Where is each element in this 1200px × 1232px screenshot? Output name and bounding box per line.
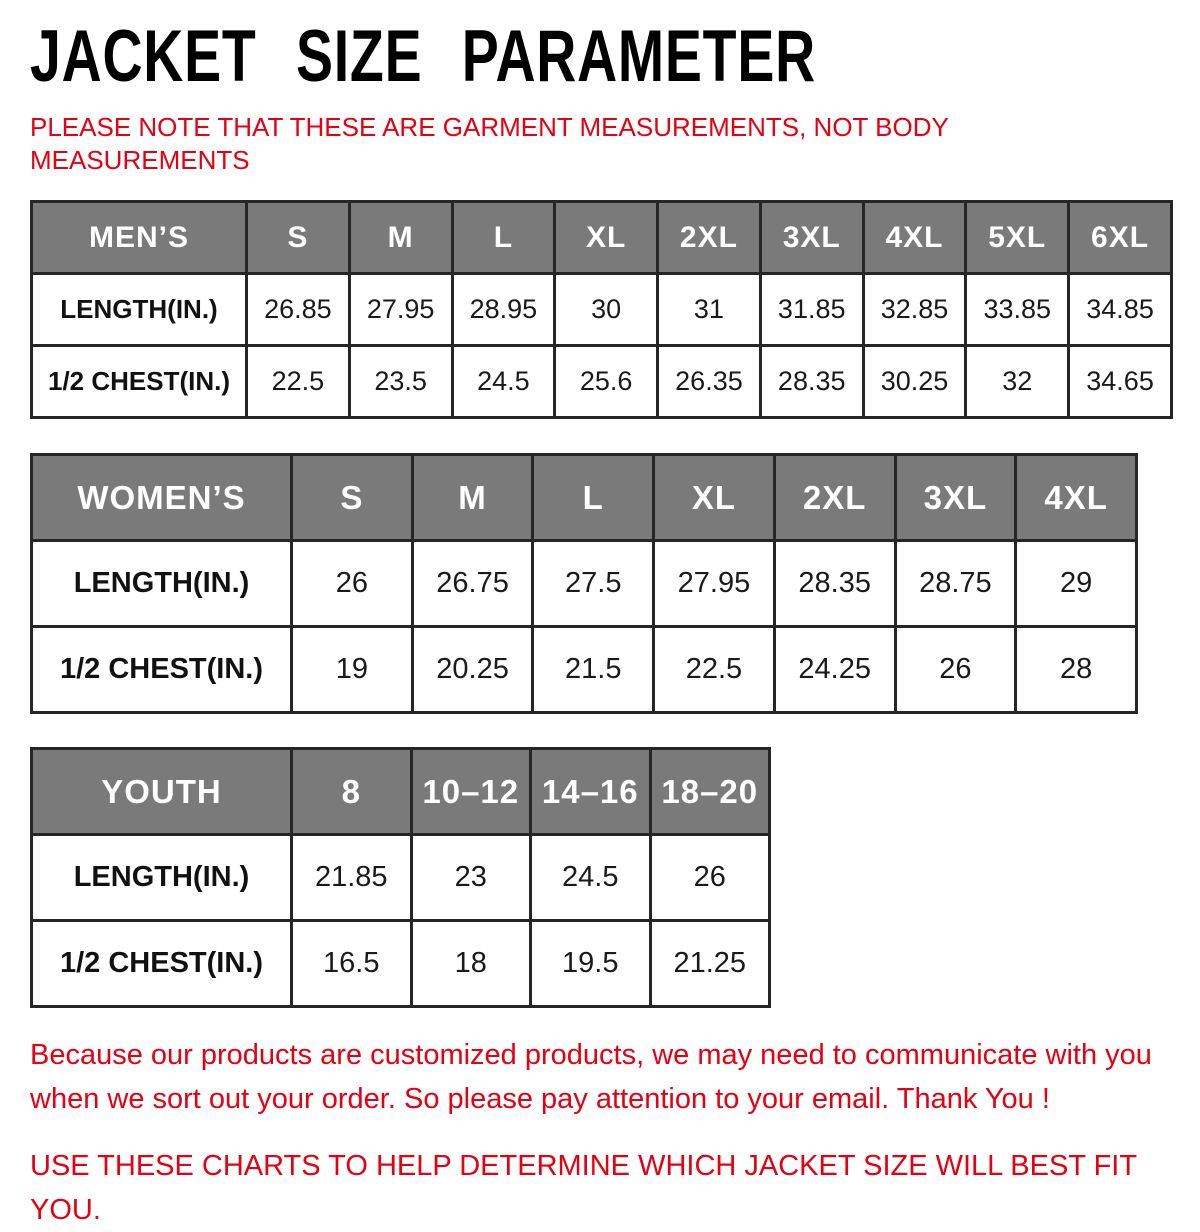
- measurement-value: 34.65: [1069, 346, 1172, 418]
- size-header: S: [292, 455, 413, 541]
- size-header: 6XL: [1069, 202, 1172, 274]
- size-header: L: [533, 455, 654, 541]
- measurement-row: [32, 541, 1137, 627]
- measurement-value: 26: [895, 627, 1016, 713]
- row-label: 1/2 CHEST(IN.): [32, 346, 247, 418]
- size-header: 14–16: [531, 749, 651, 835]
- size-header: 4XL: [863, 202, 966, 274]
- size-header: M: [349, 202, 452, 274]
- size-header: 10–12: [411, 749, 531, 835]
- size-header: XL: [654, 455, 775, 541]
- group-title-mens: MEN’S: [32, 202, 247, 274]
- measurement-value: 26.85: [247, 274, 350, 346]
- measurement-value: 19: [292, 627, 413, 713]
- size-header: XL: [555, 202, 658, 274]
- measurement-value: 26: [292, 541, 413, 627]
- measurement-value: 27.95: [349, 274, 452, 346]
- measurement-row: [32, 921, 770, 1007]
- customization-notice: Because our products are customized products, we may need to communicate with you when we sort out your order. So please pay attention to your email. Thank You !: [30, 1039, 1152, 1115]
- page-title-text: JACKET SIZE PARAMETER: [30, 16, 816, 97]
- measurement-value: 28: [1016, 627, 1137, 713]
- measurement-value: 34.85: [1069, 274, 1172, 346]
- measurement-value: 22.5: [654, 627, 775, 713]
- size-header: L: [452, 202, 555, 274]
- group-title-womens: WOMEN’S: [32, 455, 292, 541]
- measurement-value: 24.5: [531, 835, 651, 921]
- measurement-value: 28.35: [760, 346, 863, 418]
- measurement-value: 19.5: [531, 921, 651, 1007]
- measurement-value: 31.85: [760, 274, 863, 346]
- measurement-row: [32, 627, 1137, 713]
- measurement-value: 23.5: [349, 346, 452, 418]
- group-title-youth: YOUTH: [32, 749, 292, 835]
- row-label: 1/2 CHEST(IN.): [32, 627, 292, 713]
- measurement-value: 26.35: [658, 346, 761, 418]
- measurement-value: 24.5: [452, 346, 555, 418]
- measurement-value: 29: [1016, 541, 1137, 627]
- size-table-womens: [30, 453, 1138, 714]
- measurement-value: 30.25: [863, 346, 966, 418]
- header-row-womens: [32, 455, 1137, 541]
- measurement-value: 28.75: [895, 541, 1016, 627]
- size-header: 2XL: [658, 202, 761, 274]
- size-header: S: [247, 202, 350, 274]
- header-row-youth: [32, 749, 770, 835]
- size-header: 8: [292, 749, 412, 835]
- size-header: 5XL: [966, 202, 1069, 274]
- size-header: 2XL: [774, 455, 895, 541]
- measurement-value: 16.5: [292, 921, 412, 1007]
- measurement-value: 24.25: [774, 627, 895, 713]
- row-label: 1/2 CHEST(IN.): [32, 921, 292, 1007]
- measurement-value: 22.5: [247, 346, 350, 418]
- measurement-row: [32, 346, 1172, 418]
- page-title: [30, 16, 1172, 97]
- row-label: LENGTH(IN.): [32, 274, 247, 346]
- size-table-youth: [30, 747, 771, 1008]
- size-header: 3XL: [760, 202, 863, 274]
- measurement-row: [32, 274, 1172, 346]
- measurement-value: 21.25: [650, 921, 770, 1007]
- measurement-value: 20.25: [412, 627, 533, 713]
- measurement-value: 28.95: [452, 274, 555, 346]
- measurement-value: 25.6: [555, 346, 658, 418]
- size-table-mens: [30, 200, 1173, 419]
- size-header: 18–20: [650, 749, 770, 835]
- measurement-value: 31: [658, 274, 761, 346]
- size-header: M: [412, 455, 533, 541]
- header-row-mens: [32, 202, 1172, 274]
- size-tables: [30, 200, 1172, 1008]
- measurement-value: 26: [650, 835, 770, 921]
- measurement-value: 27.95: [654, 541, 775, 627]
- measurement-value: 33.85: [966, 274, 1069, 346]
- usage-notice: USE THESE CHARTS TO HELP DETERMINE WHICH JACKET SIZE WILL BEST FIT YOU.: [30, 1150, 1137, 1226]
- measurement-value: 21.5: [533, 627, 654, 713]
- measurement-value: 23: [411, 835, 531, 921]
- measurement-value: 21.85: [292, 835, 412, 921]
- measurement-value: 18: [411, 921, 531, 1007]
- measurement-value: 28.35: [774, 541, 895, 627]
- measurement-value: 32.85: [863, 274, 966, 346]
- measurement-row: [32, 835, 770, 921]
- row-label: LENGTH(IN.): [32, 835, 292, 921]
- measurement-value: 32: [966, 346, 1069, 418]
- measurement-value: 30: [555, 274, 658, 346]
- measurement-value: 26.75: [412, 541, 533, 627]
- garment-measurements-note: PLEASE NOTE THAT THESE ARE GARMENT MEASUREMENTS, NOT BODY MEASUREMENTS: [30, 112, 949, 175]
- size-header: 3XL: [895, 455, 1016, 541]
- size-header: 4XL: [1016, 455, 1137, 541]
- measurement-value: 27.5: [533, 541, 654, 627]
- row-label: LENGTH(IN.): [32, 541, 292, 627]
